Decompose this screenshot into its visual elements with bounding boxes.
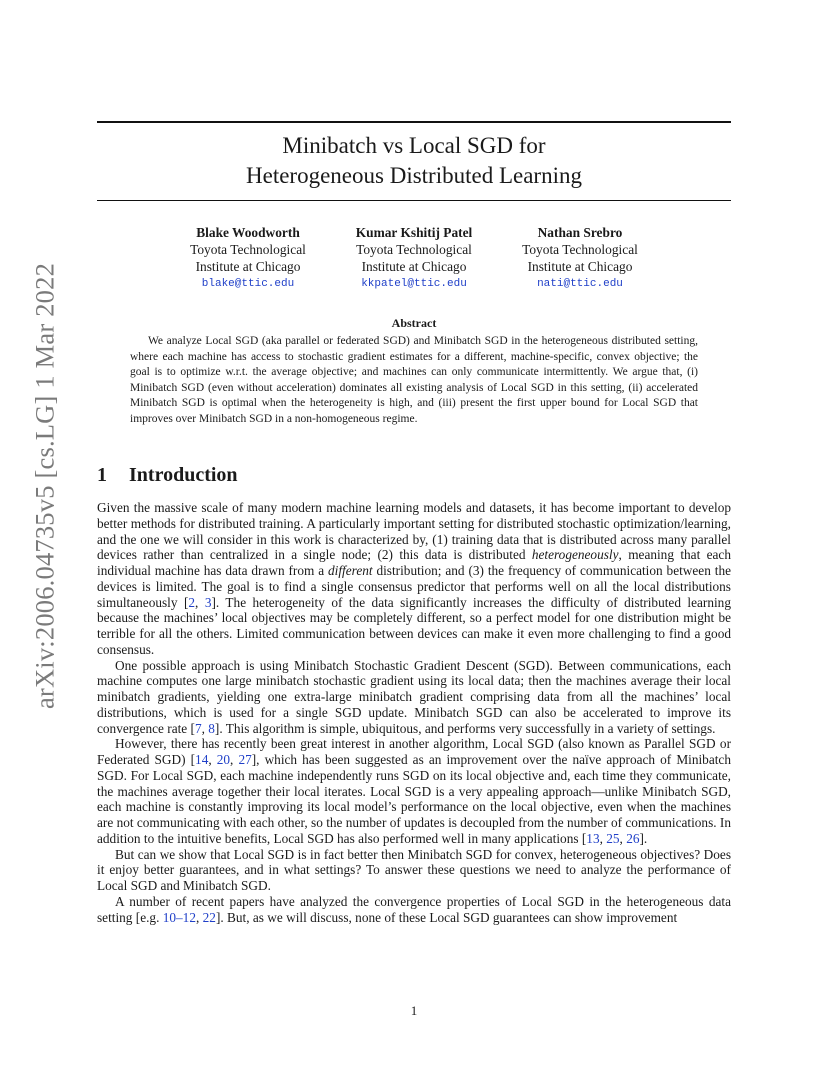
text-run: Given the massive scale of many modern machine learning models and datasets, it has become important to develop better methods for distributed training. A particularly important setting for distributed stochastic optimization/learning, and the one we will consider in this work is characterized by, (1) training data that is distributed across many parallel devices rather than centralized in a single node; (2) this data is distributed	[97, 500, 731, 563]
abstract-heading: Abstract	[391, 316, 437, 330]
text-run: distribution; and (3) the frequency of communication between the devices is limited. The goal is to find a single consensus predictor that performs well on all the local distributions simultaneously [	[97, 563, 731, 610]
paragraph	[97, 847, 731, 894]
text-run: However, there has recently been great interest in another algorithm, Local SGD (also known as Parallel SGD or Federated SGD) [	[97, 736, 731, 767]
citation-link[interactable]: 7	[194, 720, 202, 736]
page-number: 1	[410, 1003, 418, 1018]
author-email[interactable]: nati@ttic.edu	[537, 278, 623, 290]
section-number: 1	[97, 464, 107, 486]
author-affiliation: Toyota Technological	[356, 242, 472, 257]
citation-link[interactable]: 10–12	[162, 909, 196, 925]
title-rule-top	[97, 121, 731, 123]
author-affiliation: Institute at Chicago	[195, 259, 301, 274]
citation-link[interactable]: 25	[606, 830, 620, 846]
paragraph: A number of recent papers have analyzed the convergence properties of Local SGD in the heterogeneous data setting [e.g. 10–12, 22]. But, as we will discuss, none of these Local SGD guarantees can show improvement	[97, 893, 731, 925]
citation-link[interactable]: 2	[188, 594, 196, 610]
citation-link[interactable]: 26	[626, 830, 640, 846]
citation-link[interactable]: 13	[586, 830, 600, 846]
text-run: , meaning that each individual machine has data drawn from a	[97, 547, 731, 578]
author-name: Blake Woodworth	[196, 225, 300, 240]
author-name: Kumar Kshitij Patel	[355, 225, 473, 240]
title-rule-bottom	[97, 200, 731, 201]
author-email[interactable]: kkpatel@ttic.edu	[361, 278, 467, 290]
author-affiliation: Toyota Technological	[190, 242, 306, 257]
text-run: A number of recent papers have analyzed the convergence properties of Local SGD in the heterogeneous data setting [e.g.	[97, 893, 731, 925]
text-run: ]. This algorithm is simple, ubiquitous, and performs very successfully in a variety of settings.	[214, 720, 716, 736]
text-run: But can we show that Local SGD is in fact better then Minibatch SGD for convex, heterogeneous objectives? Does it enjoy better guarantees, and in what settings? To answer these questions we need to analyze the performance of Local SGD and Minibatch SGD.	[97, 846, 731, 893]
author-email[interactable]: blake@ttic.edu	[201, 278, 295, 290]
paragraph: However, there has recently been great interest in another algorithm, Local SGD (also known as Parallel SGD or Federated SGD) [14, 20, 27], which has been suggested as an improvement over the naïve approach of Minibatch SGD. For Local SGD, each machine independently runs SGD on its local objective and, each time they communicate, the machines average together their local iterates. Local SGD is a very appealing approach—unlike Minibatch SGD, each machine is constantly improving its local model’s performance on the local objective, even when the machines are not communicating with each other, so the number of updates is decoupled from the number of communications. In addition to the intuitive benefits, Local SGD has also performed well in many applications [13, 25, 26].	[97, 736, 731, 846]
section-heading	[97, 464, 238, 487]
paper-title-line1: Minibatch vs Local SGD for	[282, 133, 546, 158]
text-run: ]. But, as we will discuss, none of these Local SGD guarantees can show improvement	[215, 909, 678, 925]
author-block	[158, 224, 338, 293]
text-run: ]. The heterogeneity of the data significantly increases the difficulty of distributed learning because the machines’ local objectives may be completely different, so a perfect model for one distribution might be terrible for all the others. Limited communication between devices can make it even more challenging to find a good consensus.	[97, 594, 731, 657]
author-block	[324, 224, 504, 293]
text-run: ].	[639, 830, 648, 846]
citation-link[interactable]: 8	[208, 720, 215, 736]
abstract-text: We analyze Local SGD (aka parallel or federated SGD) and Minibatch SGD in the heterogeneous distributed setting, where each machine has access to stochastic gradient estimates for a different, machine-specific, convex objective; the goal is to optimize w.r.t. the average objective; and machines can only communicate intermittently. We argue that, (i) Minibatch SGD (even without acceleration) dominates all existing analysis of Local SGD in this setting, (ii) accelerated Minibatch SGD is optimal when the heterogeneity is high, and (iii) present the first upper bound for Local SGD that improves over Minibatch SGD in a non-homogeneous regime.	[130, 335, 698, 425]
body-text	[97, 500, 731, 925]
paper-title-line2: Heterogeneous Distributed Learning	[246, 163, 582, 188]
paragraph: Given the massive scale of many modern machine learning models and datasets, it has become important to develop better methods for distributed training. A particularly important setting for distributed stochastic optimization/learning, and the one we will consider in this work is characterized by, (1) training data that is distributed across many parallel devices rather than centralized in a single node; (2) this data is distributed heterogeneously, meaning that each individual machine has data drawn from a different distribution; and (3) the frequency of communication between the devices is limited. The goal is to find a single consensus predictor that performs well on all the local distributions simultaneously [2, 3]. The heterogeneity of the data significantly increases the difficulty of distributed learning because the machines’ local objectives may be completely different, so a perfect model for one distribution might be terrible for all the others. Limited communication between devices can make it even more challenging to find a good consensus.	[97, 500, 731, 657]
text-run: ], which has been suggested as an improvement over the naïve approach of Minibatch SGD. For Local SGD, each machine independently runs SGD on its local objective and, each time they communicate, the machines average together their local iterates. Local SGD is a very appealing approach—unlike Minibatch SGD, each machine is constantly improving its local model’s performance on the local objective, even when the machines are not communicating with each other, so the number of updates is decoupled from the number of communications. In addition to the intuitive benefits, Local SGD has also performed well in many applications [	[97, 752, 731, 846]
citation-link[interactable]: 20	[216, 752, 231, 767]
author-block	[490, 224, 670, 293]
section-title: Introduction	[129, 464, 238, 486]
arxiv-side-label: arXiv:2006.04735v5 [cs.LG] 1 Mar 2022	[29, 262, 60, 710]
text-run: One possible approach is using Minibatch Stochastic Gradient Descent (SGD). Between communications, each machine computes one large minibatch stochastic gradient using its local data; then the machines average their local minibatch gradients, yielding one extra-large minibatch gradient comprising data from all the machines’ local distributions, which is used for a single SGD update. Minibatch SGD can also be accelerated to improve its convergence rate [	[97, 657, 731, 736]
author-affiliation: Institute at Chicago	[361, 259, 467, 274]
author-affiliation: Toyota Technological	[522, 242, 638, 257]
author-affiliation: Institute at Chicago	[527, 259, 633, 274]
citation-link[interactable]: 3	[204, 594, 212, 610]
emphasis: different	[328, 563, 373, 578]
emphasis: heterogeneously	[531, 547, 619, 563]
citation-link[interactable]: 27	[238, 752, 252, 767]
author-name: Nathan Srebro	[537, 225, 623, 240]
paragraph: One possible approach is using Minibatch Stochastic Gradient Descent (SGD). Between communications, each machine computes one large minibatch stochastic gradient using its local data; then the machines average their local minibatch gradients, yielding one extra-large minibatch gradient comprising data from all the machines’ local distributions, which is used for a single SGD update. Minibatch SGD can also be accelerated to improve its convergence rate [7, 8]. This algorithm is simple, ubiquitous, and performs very successfully in a variety of settings.	[97, 657, 731, 736]
citation-link[interactable]: 14	[195, 752, 209, 767]
citation-link[interactable]: 22	[202, 909, 216, 925]
